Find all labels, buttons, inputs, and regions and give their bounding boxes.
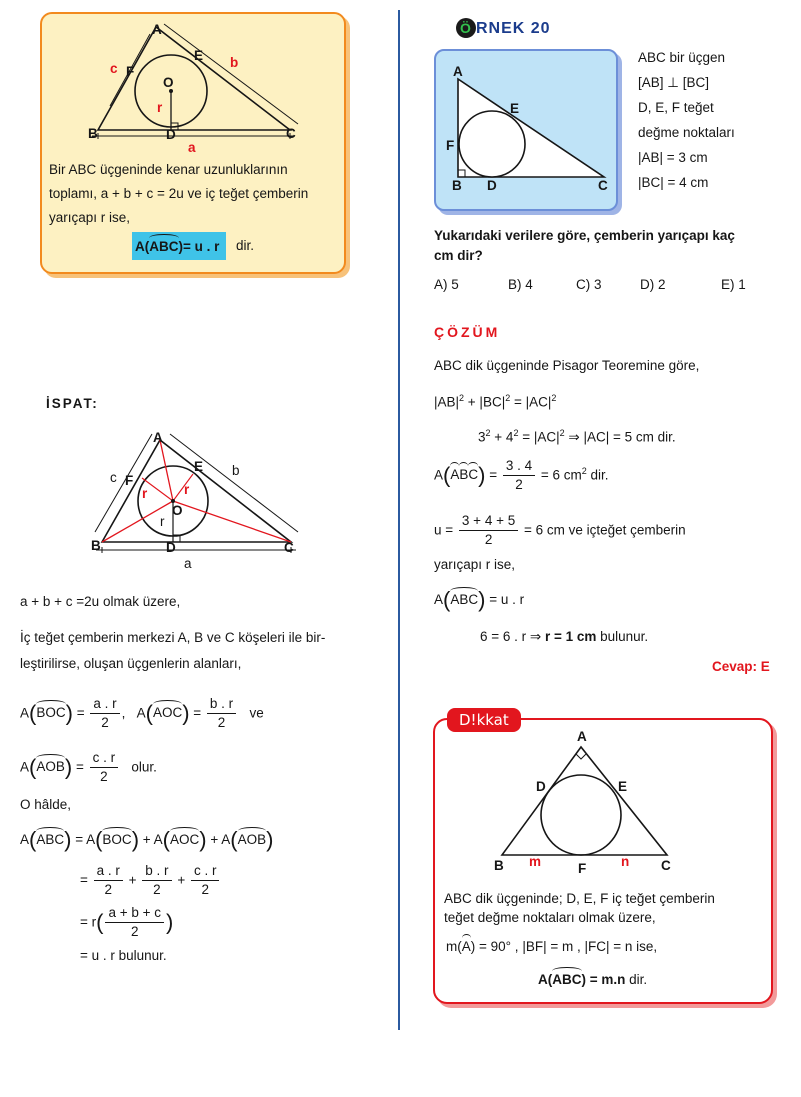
option-a[interactable]: A) 5: [434, 277, 459, 292]
fig-label-side-c: c: [110, 61, 118, 76]
theorem-line-2: toplamı, a + b + c = 2u ve iç teğet çemberin: [49, 186, 309, 201]
fig-label-d: D: [166, 127, 176, 142]
proof-radius-2: r: [184, 482, 190, 497]
example-given-6: |BC| = 4 cm: [638, 175, 709, 190]
proof-ohalde: O hâlde,: [20, 797, 72, 812]
proof-label-o: O: [172, 503, 183, 518]
dikkat-formula: A(ABC) = m.n dir.: [538, 972, 648, 987]
fig-label-a: A: [152, 22, 162, 37]
theorem-formula: A(ABC)= u . r: [135, 239, 220, 254]
solution-line-1: ABC dik üçgeninde Pisagor Teoremine göre,: [434, 358, 700, 373]
proof-area-aob: A(AOB) = $\frac{c . r}{2}$ olur.: [20, 750, 157, 785]
ex-label-b: B: [452, 178, 462, 193]
proof-label-b: B: [91, 538, 101, 553]
ex-label-c: C: [598, 178, 608, 193]
theorem-line-3: yarıçapı r ise,: [49, 210, 131, 225]
proof-factored: = r( $\frac{a + b + c}{2}$ ): [80, 905, 174, 940]
proof-line-1: a + b + c =2u olmak üzere,: [20, 594, 181, 609]
example-given-3: D, E, F teğet: [638, 100, 714, 115]
proof-sum-line: A(ABC) = A(BOC) + A(AOC) + A(AOB): [20, 827, 274, 852]
proof-label-c: C: [284, 540, 294, 555]
solution-perimeter: u = $\frac{3 + 4 + 5}{2}$ = 6 cm ve içteğet çemberin: [434, 513, 686, 548]
ex-label-f: F: [446, 138, 455, 153]
proof-radius-3: r: [160, 514, 165, 529]
solution-line-5: yarıçapı r ise,: [434, 557, 516, 572]
solution-final: 6 = 6 . r ⇒ r = 1 cm bulunur.: [480, 629, 649, 644]
proof-side-b: b: [232, 463, 240, 478]
option-b[interactable]: B) 4: [508, 277, 533, 292]
proof-fraction-sum: = $\frac{a . r}{2}$ + $\frac{b . r}{2}$ + $\frac{c . r}{2}$: [80, 863, 221, 898]
proof-label-d: D: [166, 540, 176, 555]
column-divider: [398, 10, 400, 1030]
dikkat-label-e: E: [618, 779, 628, 794]
example-title: Ö RNEK 20: [456, 18, 551, 38]
option-c[interactable]: C) 3: [576, 277, 602, 292]
option-e[interactable]: E) 1: [721, 277, 746, 292]
fig-label-side-a: a: [188, 140, 196, 155]
theorem-line-1: Bir ABC üçgeninde kenar uzunluklarının: [49, 162, 288, 177]
ex-label-d: D: [487, 178, 497, 193]
proof-label-f: F: [125, 473, 134, 488]
dikkat-label-c: C: [661, 858, 671, 873]
solution-title: ÇÖZÜM: [434, 324, 501, 340]
dikkat-label-f: F: [578, 861, 587, 876]
option-d[interactable]: D) 2: [640, 277, 666, 292]
example-given-2: [AB] ⊥ [BC]: [638, 75, 710, 90]
dikkat-tab: D!kkat: [447, 708, 521, 732]
dikkat-line-2: teğet değme noktaları olmak üzere,: [444, 910, 656, 925]
dikkat-label-m: m: [529, 854, 542, 869]
example-question-2: cm dir?: [434, 248, 483, 263]
fig-label-f: F: [126, 64, 135, 79]
proof-title: İSPAT:: [46, 396, 99, 411]
fig-label-side-b: b: [230, 55, 239, 70]
fig-label-o: O: [163, 75, 174, 90]
proof-line-3: leştirilirse, oluşan üçgenlerin alanları,: [20, 656, 242, 671]
answer-label: Cevap: E: [712, 659, 770, 674]
dikkat-label-b: B: [494, 858, 504, 873]
proof-side-c: c: [110, 470, 117, 485]
solution-numbers: $3^2 + 4^2 = |AC|^2$ ⇒ |AC| = 5 cm dir.: [478, 428, 676, 445]
example-question-1: Yukarıdaki verilere göre, çemberin yarıçapı kaç: [434, 228, 735, 243]
proof-label-a: A: [153, 430, 163, 445]
solution-area: A(ABC) = $\frac{3 . 4}{2}$ = 6 $cm^2$ dir.: [434, 458, 609, 493]
dikkat-label-n: n: [621, 854, 630, 869]
dikkat-label-a: A: [577, 729, 587, 744]
proof-result: = u . r bulunur.: [80, 948, 167, 963]
solution-pythagoras: $|AB|^2 + |BC|^2 = |AC|^2$: [434, 393, 557, 410]
proof-figure: [80, 420, 310, 570]
dikkat-label-d: D: [536, 779, 546, 794]
fig-label-b: B: [88, 126, 98, 141]
fig-label-radius: r: [157, 100, 163, 115]
proof-area-boc: A(BOC) = $\frac{a . r}{2}$ , A(AOC) = $\frac{b . r}{2}$ ve: [20, 696, 264, 731]
dikkat-line-1: ABC dik üçgeninde; D, E, F iç teğet çemberin: [444, 891, 715, 906]
proof-radius-1: r: [142, 486, 148, 501]
ex-label-a: A: [453, 64, 463, 79]
dikkat-figure: [480, 735, 685, 865]
example-logo-icon: Ö: [456, 18, 476, 38]
example-given-1: ABC bir üçgen: [638, 50, 726, 65]
ex-label-e: E: [510, 101, 520, 116]
proof-line-2: İç teğet çemberin merkezi A, B ve C köşeleri ile bir-: [20, 630, 326, 645]
fig-label-c: C: [286, 126, 296, 141]
theorem-formula-suffix: dir.: [236, 238, 255, 253]
example-given-4: değme noktaları: [638, 125, 735, 140]
proof-side-a: a: [184, 556, 192, 571]
solution-ur: A(ABC) = u . r: [434, 587, 525, 612]
proof-label-e: E: [194, 459, 204, 474]
dikkat-line-3: m(A) = 90° , |BF| = m , |FC| = n ise,: [446, 939, 658, 954]
example-given-5: |AB| = 3 cm: [638, 150, 708, 165]
fig-label-e: E: [194, 48, 204, 63]
